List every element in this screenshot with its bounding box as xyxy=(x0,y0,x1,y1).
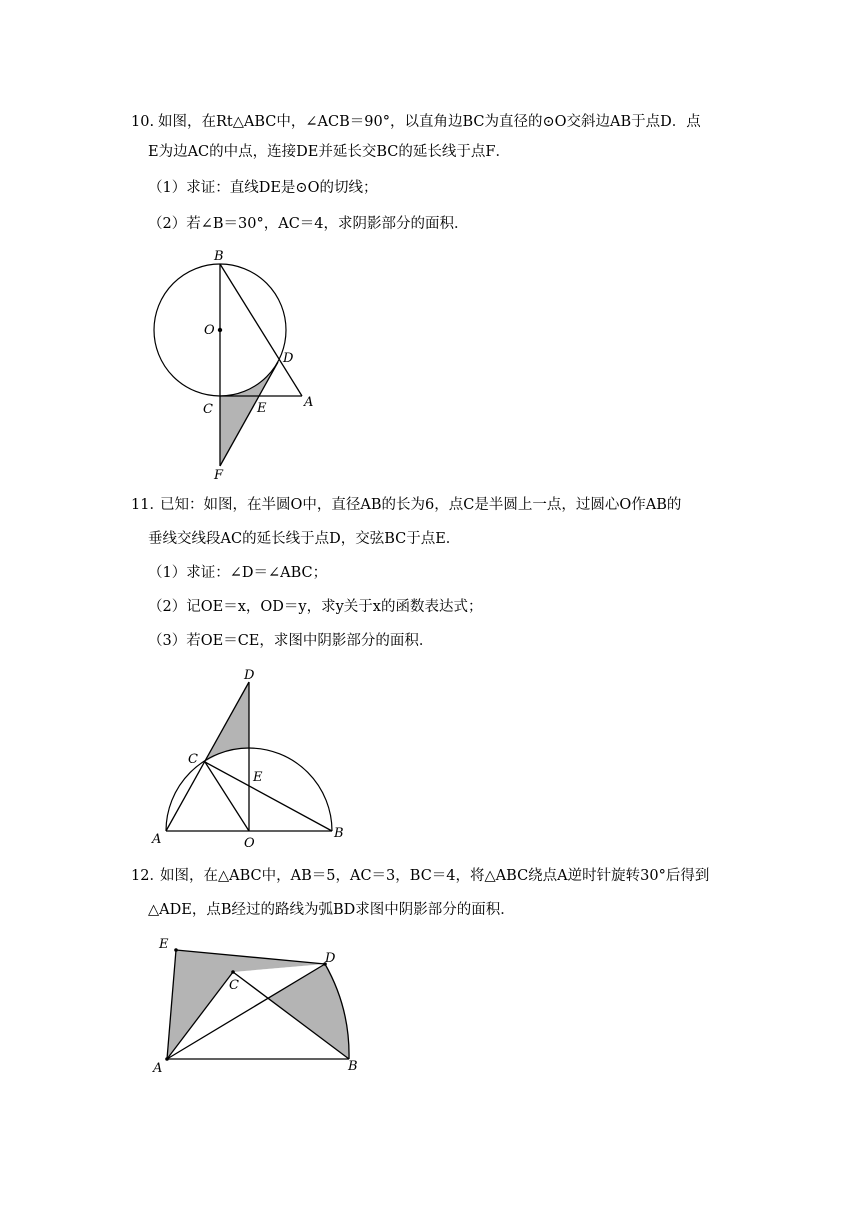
q10-label-F: F xyxy=(214,468,224,483)
q10-label-C: C xyxy=(203,402,213,417)
q10-number: 10. xyxy=(131,114,155,130)
q12-label-A: A xyxy=(153,1061,163,1076)
q10-label-D: D xyxy=(283,351,294,366)
q11-label-O: O xyxy=(244,836,255,850)
q11-label-E: E xyxy=(253,770,263,785)
q12-label-B: B xyxy=(348,1059,358,1074)
q10-label-O: O xyxy=(204,323,215,338)
q11-part1: （1）求证：∠D＝∠ABC； xyxy=(148,565,328,581)
q10-text-line2: E为边AC的中点，连接DE并延长交BC的延长线于点F． xyxy=(148,144,510,160)
q12-label-D: D xyxy=(325,951,336,966)
q10-figure xyxy=(140,240,340,485)
q11-text-line2: 垂线交线段AC的延长线于点D，交弦BC于点E． xyxy=(148,531,461,547)
q11-label-C: C xyxy=(188,752,198,767)
q11-part2: （2）记OE＝x，OD＝y，求y关于x的函数表达式； xyxy=(148,599,483,615)
q11-number: 11． xyxy=(131,497,164,513)
q10-label-A: A xyxy=(304,395,314,410)
q11-part3: （3）若OE＝CE，求图中阴影部分的面积． xyxy=(148,633,434,649)
q11-label-A: A xyxy=(152,832,162,847)
q11-label-D: D xyxy=(244,668,255,683)
q10-label-B: B xyxy=(214,249,224,264)
q10-text-line1: 如图，在Rt△ABC中，∠ACB＝90°，以直角边BC为直径的⊙O交斜边AB于点D．点 xyxy=(158,114,701,130)
q11-text-line1: 已知：如图，在半圆O中，直径AB的长为6，点C是半圆上一点，过圆心O作AB的 xyxy=(160,497,682,513)
q12-text-line2: △ADE，点B经过的路线为弧BD求图中阴影部分的面积． xyxy=(148,902,515,918)
q12-number: 12． xyxy=(131,868,164,884)
q12-label-E: E xyxy=(159,937,169,952)
q11-label-B: B xyxy=(334,826,344,841)
q12-figure xyxy=(145,930,370,1080)
q11-figure xyxy=(145,660,360,850)
q10-part1: （1）求证：直线DE是⊙O的切线； xyxy=(148,180,378,196)
q12-text-line1: 如图，在△ABC中，AB＝5，AC＝3，BC＝4，将△ABC绕点A逆时针旋转30°后得到 xyxy=(160,868,710,884)
q10-label-E: E xyxy=(257,401,267,416)
q12-label-C: C xyxy=(229,978,239,993)
q10-part2: （2）若∠B＝30°，AC＝4，求阴影部分的面积． xyxy=(148,216,469,232)
